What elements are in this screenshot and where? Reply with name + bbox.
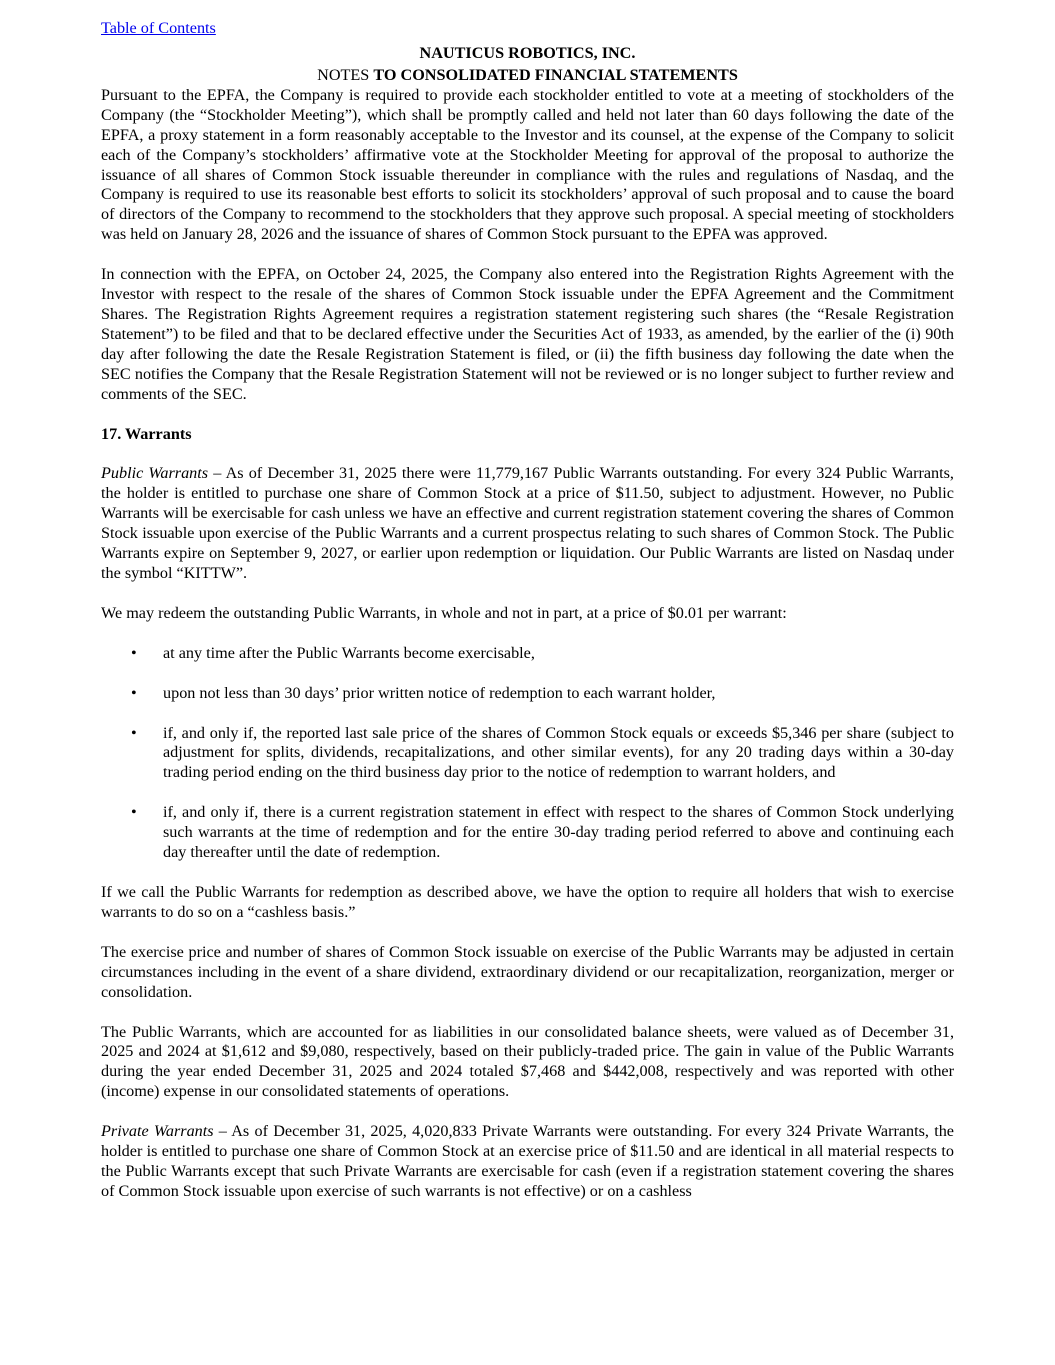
cashless-basis-paragraph: If we call the Public Warrants for redemption as described above, we have the option to require all holders that wish to exercise warrants to do so on a “cashless basis.” (101, 883, 954, 921)
private-warrants-paragraph (101, 1122, 954, 1202)
list-item (101, 724, 954, 784)
exercise-price-adjustment-paragraph: The exercise price and number of shares of Common Stock issuable on exercise of the Public Warrants may be adjusted in certain circumstances including in the event of a share dividend, extraordinary dividend or our recapitalization, reorganization, merger or consolidation. (101, 942, 954, 1001)
list-item-text: upon not less than 30 days’ prior written notice of redemption to each warrant holder, (163, 683, 716, 702)
list-item (101, 684, 954, 704)
table-of-contents-link[interactable]: Table of Contents (101, 19, 216, 37)
notes-heading-bold: TO CONSOLIDATED FINANCIAL STATEMENTS (373, 65, 738, 84)
epfa-stockholder-meeting-paragraph: Pursuant to the EPFA, the Company is required to provide each stockholder entitled to vote at a meeting of stockholders of the Company (the “Stockholder Meeting”), which shall be promptly called and held not later than 60 days following the date of the EPFA, a proxy statement in a form reasonably acceptable to the Investor and its counsel, at the expense of the Company to solicit each of the Company’s stockholders’ affirmative vote at the Stockholder Meeting for approval of the proposal to authorize the issuance of all shares of Common Stock issuable thereunder in compliance with the rules and regulations of Nasdaq, and the Company is required to use its reasonable best efforts to solicit its stockholders’ approval of such proposal and to cause the board of directors of the Company to recommend to the stockholders that they approve such proposal. A special meeting of stockholders was held on January 28, 2026 and the issuance of shares of Common Stock pursuant to the EPFA was approved. (101, 85, 954, 244)
list-item-text: if, and only if, there is a current registration statement in effect with respect to the shares of Common Stock underlying such warrants at the time of redemption and for the entire 30-day trading period referred to above and continuing each day thereafter until the date of redemption. (163, 803, 954, 862)
private-warrants-text: – As of December 31, 2025, 4,020,833 Private Warrants were outstanding. For every 324 Private Warrants, the holder is entitled to purchase one share of Common Stock at an exercise price of $11.50 and are identical in all material respects to the Public Warrants except that such Private Warrants are exercisable for cash (even if a registration statement covering the shares of Common Stock issuable upon exercise of such warrants is not effective) or on a cashless (101, 1122, 954, 1200)
list-item (101, 803, 954, 863)
list-item-text: if, and only if, the reported last sale price of the shares of Common Stock equals or exceeds $5,346 per share (subject to adjustment for splits, dividends, recapitalizations, and other similar events), for any 20 trading days within a 30-day trading period ending on the third business day prior to the notice of redemption to warrant holders, and (163, 723, 954, 782)
public-warrants-label: Public Warrants (101, 464, 209, 483)
redeem-intro-paragraph: We may redeem the outstanding Public Warrants, in whole and not in part, at a price of $0.01 per warrant: (101, 603, 787, 622)
list-item (101, 644, 954, 664)
bullet-icon: • (131, 803, 137, 822)
list-item-text: at any time after the Public Warrants become exercisable, (163, 643, 535, 662)
bullet-icon: • (131, 683, 137, 702)
redemption-conditions-list (101, 644, 954, 863)
company-name-heading: NAUTICUS ROBOTICS, INC. (419, 43, 636, 62)
section-title-warrants: 17. Warrants (101, 424, 192, 443)
public-warrants-valuation-paragraph: The Public Warrants, which are accounted for as liabilities in our consolidated balance sheets, were valued as of December 31, 2025 and 2024 at $1,612 and $9,080, respectively, based on their publicly-traded price. The gain in value of the Public Warrants during the year ended December 31, 2025 and 2024 totaled $7,468 and $442,008, respectively and was reported with other (income) expense in our consolidated statements of operations. (101, 1022, 954, 1101)
notes-heading-prefix: NOTES (317, 65, 374, 84)
registration-rights-paragraph: In connection with the EPFA, on October 24, 2025, the Company also entered into the Registration Rights Agreement with the Investor with respect to the resale of the shares of Common Stock issuable under the EPFA Agreement and the Commitment Shares. The Registration Rights Agreement requires a registration statement registering such shares (the “Resale Registration Statement”) to be filed and that to be declared effective under the Securities Act of 1933, as amended, by the earlier of the (i) 90th day after following the date the Resale Registration Statement is filed, or (ii) the fifth business day following the date when the SEC notifies the Company that the Resale Registration Statement will not be reviewed or is no longer subject to further review and comments of the SEC. (101, 265, 954, 403)
bullet-icon: • (131, 723, 137, 742)
notes-heading (101, 64, 954, 86)
bullet-icon: • (131, 643, 137, 662)
public-warrants-text: – As of December 31, 2025 there were 11,779,167 Public Warrants outstanding. For every 324 Public Warrants, the holder is entitled to purchase one share of Common Stock at a price of $11.50, subject to adjustment. However, no Public Warrants will be exercisable for cash unless we have an effective and current registration statement covering the shares of Common Stock issuable upon exercise of the Public Warrants and a current prospectus relating to such shares of Common Stock. The Public Warrants expire on September 9, 2027, or earlier upon redemption or liquidation. Our Public Warrants are listed on Nasdaq under the symbol “KITTW”. (101, 464, 954, 582)
private-warrants-label: Private Warrants (101, 1122, 214, 1141)
document-page (101, 19, 954, 1202)
public-warrants-paragraph (101, 464, 954, 583)
